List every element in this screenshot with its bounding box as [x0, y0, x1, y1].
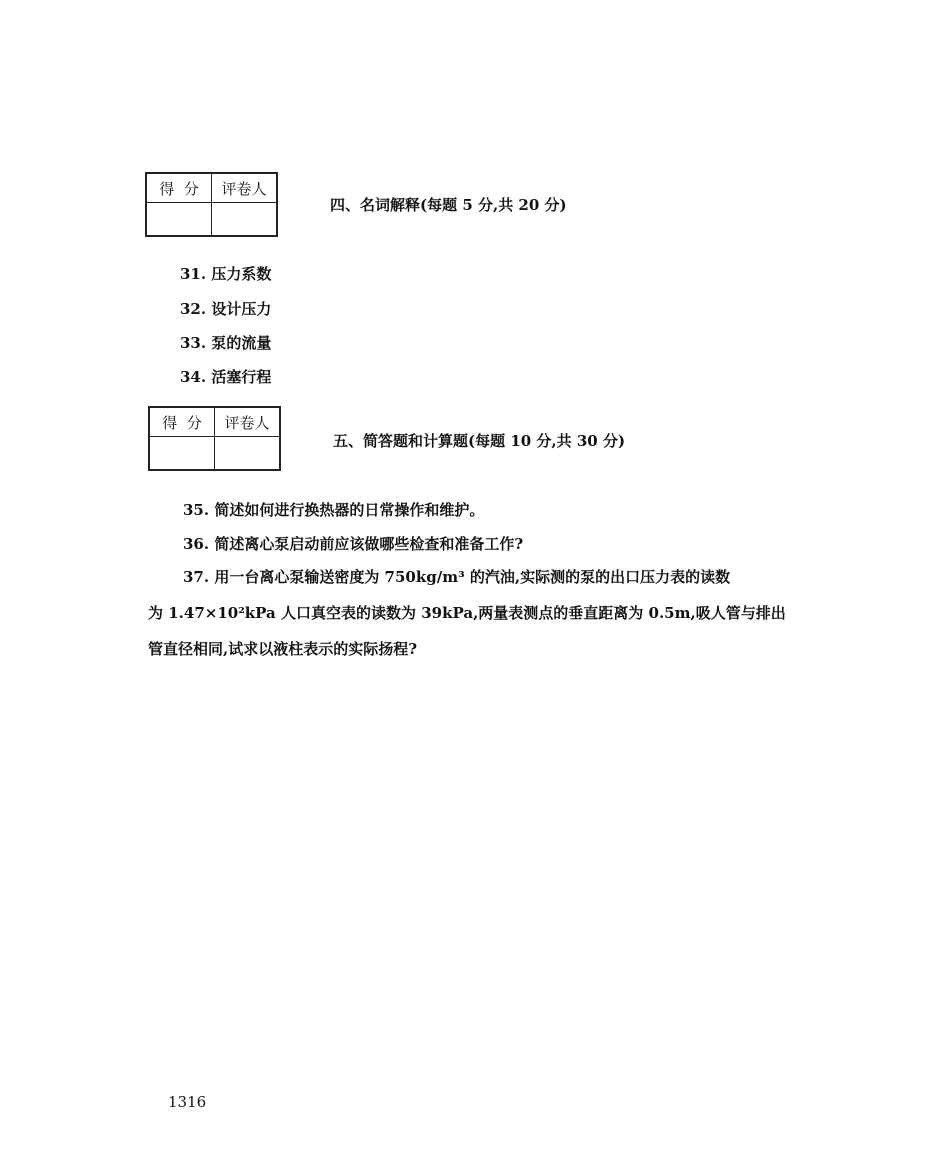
score-label: 得 分 — [149, 407, 215, 437]
question-37-line-3: 管直径相同,试求以液柱表示的实际扬程? — [148, 640, 418, 658]
score-label: 得 分 — [146, 173, 212, 203]
question-37 — [148, 559, 818, 667]
question-35: 35. 简述如何进行换热器的日常操作和维护。 — [183, 501, 485, 519]
score-box-section-5 — [148, 406, 281, 471]
question-33: 33. 泵的流量 — [180, 334, 272, 352]
question-37-line-2: 为 1.47×10²kPa 人口真空表的读数为 39kPa,两量表测点的垂直距离为 0.5m,吸人管与排出 — [148, 604, 786, 622]
section-4-title: 四、名词解释(每题 5 分,共 20 分) — [330, 196, 567, 214]
question-36: 36. 简述离心泵启动前应该做哪些检查和准备工作? — [183, 535, 524, 553]
question-34: 34. 活塞行程 — [180, 368, 272, 386]
question-37-line-1: 37. 用一台离心泵输送密度为 750kg/m³ 的汽油,实际测的泵的出口压力表的读数 — [183, 568, 731, 586]
grader-cell[interactable] — [212, 203, 278, 237]
score-cell[interactable] — [149, 437, 215, 471]
score-cell[interactable] — [146, 203, 212, 237]
section-5-title: 五、简答题和计算题(每题 10 分,共 30 分) — [333, 432, 626, 450]
score-box-section-4 — [145, 172, 278, 237]
question-31: 31. 压力系数 — [180, 265, 272, 283]
grader-cell[interactable] — [215, 437, 281, 471]
grader-label: 评卷人 — [215, 407, 281, 437]
question-32: 32. 设计压力 — [180, 300, 272, 318]
grader-label: 评卷人 — [212, 173, 278, 203]
page-number: 1316 — [168, 1093, 207, 1111]
